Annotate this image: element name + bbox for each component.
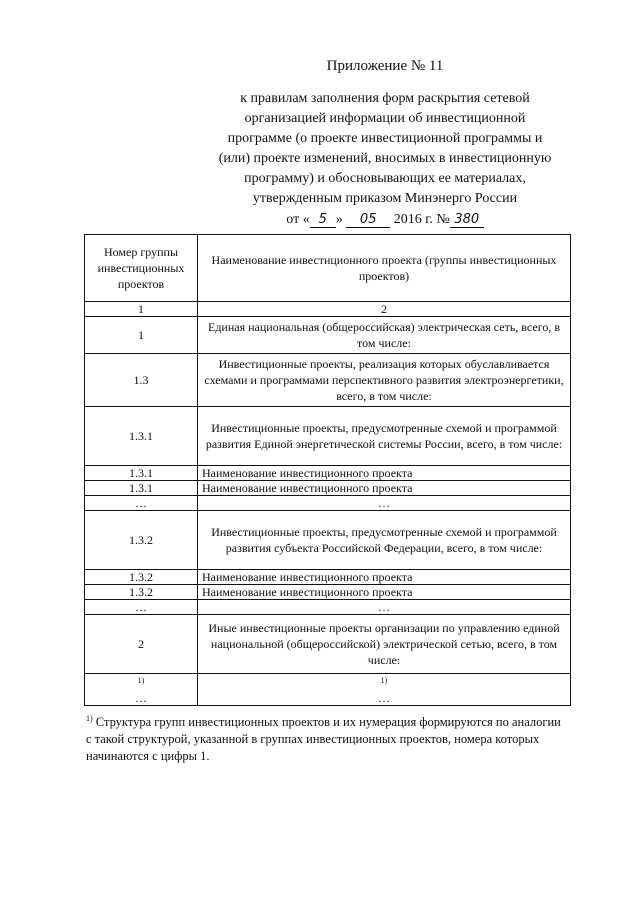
group-number: 1 [85, 317, 198, 354]
project-name: Инвестиционные проекты, реализация которых обуславливается схемами и программами перспективного развития электроэнергетики, всего, в том числе: [198, 354, 571, 407]
project-name: … [198, 600, 571, 615]
table-row [85, 511, 571, 570]
table-row [85, 481, 571, 496]
footnote-ref: 1) [380, 676, 388, 685]
table-row [85, 496, 571, 511]
table-row [85, 674, 571, 706]
col1-number: 1 [85, 302, 198, 317]
group-number: … [85, 600, 198, 615]
group-number: 1.3.1 [85, 466, 198, 481]
project-name: Иные инвестиционные проекты организации по управлению единой национальной (общероссийской) электрической сетью, всего, в том числе: [198, 615, 571, 674]
handwritten-order-number: 380 [450, 212, 484, 228]
group-number: 1.3.1 [85, 407, 198, 466]
project-name: Единая национальная (общероссийская) электрическая сеть, всего, в том числе: [198, 317, 571, 354]
column-number-row [85, 302, 571, 317]
handwritten-day: 5 [310, 212, 336, 228]
project-name: Наименование инвестиционного проекта [198, 585, 571, 600]
appendix-title: Приложение № 11 [326, 58, 444, 74]
col2-header: Наименование инвестиционного проекта (группы инвестиционных проектов) [198, 235, 571, 302]
project-name: Наименование инвестиционного проекта [198, 570, 571, 585]
header-line-4: (или) проекте изменений, вносимых в инвестиционную [218, 151, 552, 166]
group-number: 1.3.1 [85, 481, 198, 496]
group-number: 1.3.2 [85, 511, 198, 570]
order-date-line [190, 210, 580, 230]
footnote-marker: 1) [86, 714, 93, 723]
project-name: Наименование инвестиционного проекта [198, 466, 571, 481]
table-row [85, 570, 571, 585]
header-line-1: к правилам заполнения форм раскрытия сетевой [240, 91, 530, 106]
header-line-6: утвержденным приказом Минэнерго России [252, 191, 518, 206]
project-name: $^{1)}$ … [198, 674, 571, 706]
date-prefix: от « [286, 212, 310, 227]
investment-projects-table [84, 234, 571, 706]
table-row [85, 600, 571, 615]
project-name: Инвестиционные проекты, предусмотренные схемой и программой развития Единой энергетической системы России, всего, в том числе: [198, 407, 571, 466]
footnote-ref: 1) [137, 676, 145, 685]
group-number: $^{1)}$ … [85, 674, 198, 706]
table-header-row [85, 235, 571, 302]
table-row [85, 466, 571, 481]
table-row [85, 585, 571, 600]
table-row [85, 354, 571, 407]
footnote [86, 710, 566, 765]
header-line-5: программу) и обосновывающих ее материалах, [244, 171, 526, 186]
col2-number: 2 [198, 302, 571, 317]
group-number: … [85, 496, 198, 511]
date-year: 2016 г. № [393, 212, 450, 227]
project-name: Инвестиционные проекты, предусмотренные схемой и программой развития субъекта Российской Федерации, всего, в том числе: [198, 511, 571, 570]
col1-header: Номер группы инвестиционных проектов [85, 235, 198, 302]
group-number: 1.3.2 [85, 570, 198, 585]
group-number: 1.3 [85, 354, 198, 407]
table-row [85, 407, 571, 466]
header-line-2: организацией информации об инвестиционной [244, 111, 526, 126]
project-name: … [198, 496, 571, 511]
group-number: 2 [85, 615, 198, 674]
header-line-3: программе (о проекте инвестиционной программы и [227, 131, 543, 146]
footnote-text: Структура групп инвестиционных проектов и их нумерация формируются по аналогии с такой структурой, указанной в группах инвестиционных проектов, номера которых начинаются с цифры 1. [86, 715, 561, 764]
table-row [85, 615, 571, 674]
date-quote: » [335, 212, 343, 227]
group-number: 1.3.2 [85, 585, 198, 600]
appendix-header [190, 58, 580, 230]
handwritten-month: 05 [346, 212, 390, 228]
project-name: Наименование инвестиционного проекта [198, 481, 571, 496]
table-row [85, 317, 571, 354]
